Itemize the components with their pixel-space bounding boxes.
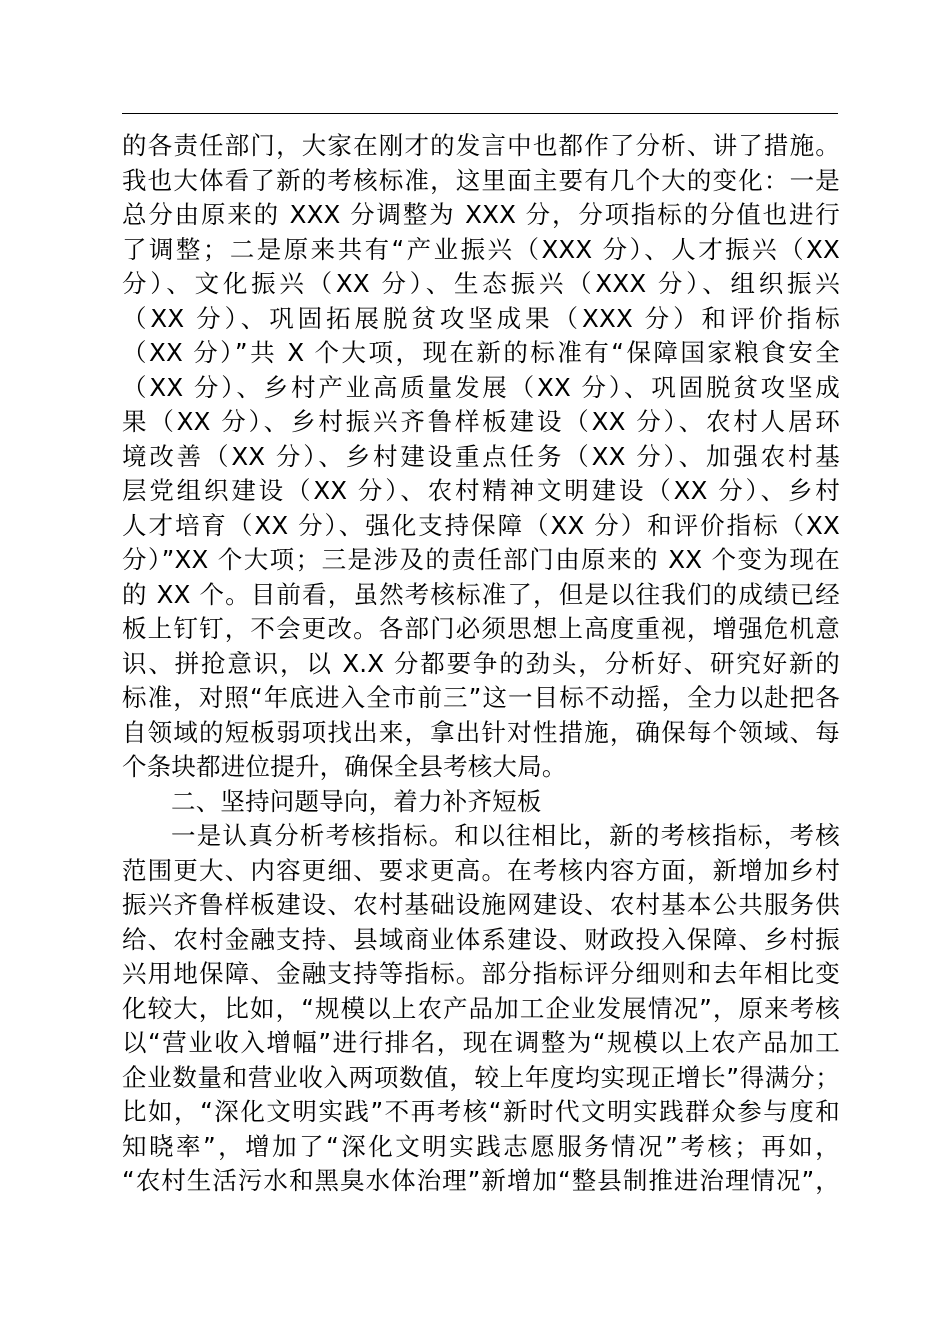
text-line: 人才培育（XX 分）、强化支持保障（XX 分）和评价指标（XX [122,510,840,540]
text-line: 识、拼抢意识，以 X.X 分都要争的劲头，分析好、研究好新的 [122,648,840,678]
text-line: 果（XX 分）、乡村振兴齐鲁样板建设（XX 分）、农村人居环 [122,407,840,436]
text-line: 层党组织建设（XX 分）、农村精神文明建设（XX 分）、乡村 [122,476,840,505]
section-heading: 二、坚持问题导向，着力补齐短板 [171,786,542,816]
text-line: （XX 分）、巩固拓展脱贫攻坚成果（XXX 分）和评价指标 [122,303,840,333]
text-line: 分）”XX 个大项；三是涉及的责任部门由原来的 XX 个变为现在 [122,545,840,574]
text-line: 了调整；二是原来共有“产业振兴（XXX 分）、人才振兴（XX [122,234,840,264]
text-line: 化较大，比如，“规模以上农产品加工企业发展情况”，原来考核 [122,993,840,1023]
text-line: 振兴齐鲁样板建设、农村基础设施网建设、农村基本公共服务供 [122,890,840,919]
text-line: 的各责任部门，大家在刚才的发言中也都作了分析、讲了措施。 [122,131,840,160]
text-line: （XX 分）”共 X 个大项，现在新的标准有“保障国家粮食安全 [122,338,840,367]
text-line: 范围更大、内容更细、要求更高。在考核内容方面，新增加乡村 [122,855,840,885]
text-line: 个条块都进位提升，确保全县考核大局。 [122,752,567,781]
text-line: 兴用地保障、金融支持等指标。部分指标评分细则和去年相比变 [122,959,840,988]
text-line: 境改善（XX 分）、乡村建设重点任务（XX 分）、加强农村基 [122,441,840,471]
text-line: 标准，对照“年底进入全市前三”这一目标不动摇，全力以赴把各 [122,683,840,712]
paragraph-first-line: 一是认真分析考核指标。和以往相比，新的考核指标，考核 [171,821,840,850]
text-line: 的 XX 个。目前看，虽然考核标准了，但是以往我们的成绩已经 [122,579,840,609]
text-line: 企业数量和营业收入两项数值，较上年度均实现正增长”得满分； [122,1062,840,1092]
text-line: 分）、文化振兴（XX 分）、生态振兴（XXX 分）、组织振兴 [122,269,840,298]
text-line: 以“营业收入增幅”进行排名，现在调整为“规模以上农产品加工 [122,1028,840,1057]
text-line: （XX 分）、乡村产业高质量发展（XX 分）、巩固脱贫攻坚成 [122,372,840,402]
text-line: 板上钉钉，不会更改。各部门必须思想上高度重视，增强危机意 [122,614,840,643]
text-line: 自领域的短板弱项找出来，拿出针对性措施，确保每个领域、每 [122,717,840,747]
text-line: “农村生活污水和黑臭水体治理”新增加“整县制推进治理情况”， [122,1166,840,1195]
text-line: 知晓率”，增加了“深化文明实践志愿服务情况”考核；再如， [122,1131,840,1161]
body-text [122,129,840,1199]
text-line: 我也大体看了新的考核标准，这里面主要有几个大的变化：一是 [122,165,840,195]
header-rule [122,113,838,114]
text-line: 比如，“深化文明实践”不再考核“新时代文明实践群众参与度和 [122,1097,840,1126]
text-line: 总分由原来的 XXX 分调整为 XXX 分，分项指标的分值也进行 [122,200,840,229]
text-line: 给、农村金融支持、县域商业体系建设、财政投入保障、乡村振 [122,924,840,954]
